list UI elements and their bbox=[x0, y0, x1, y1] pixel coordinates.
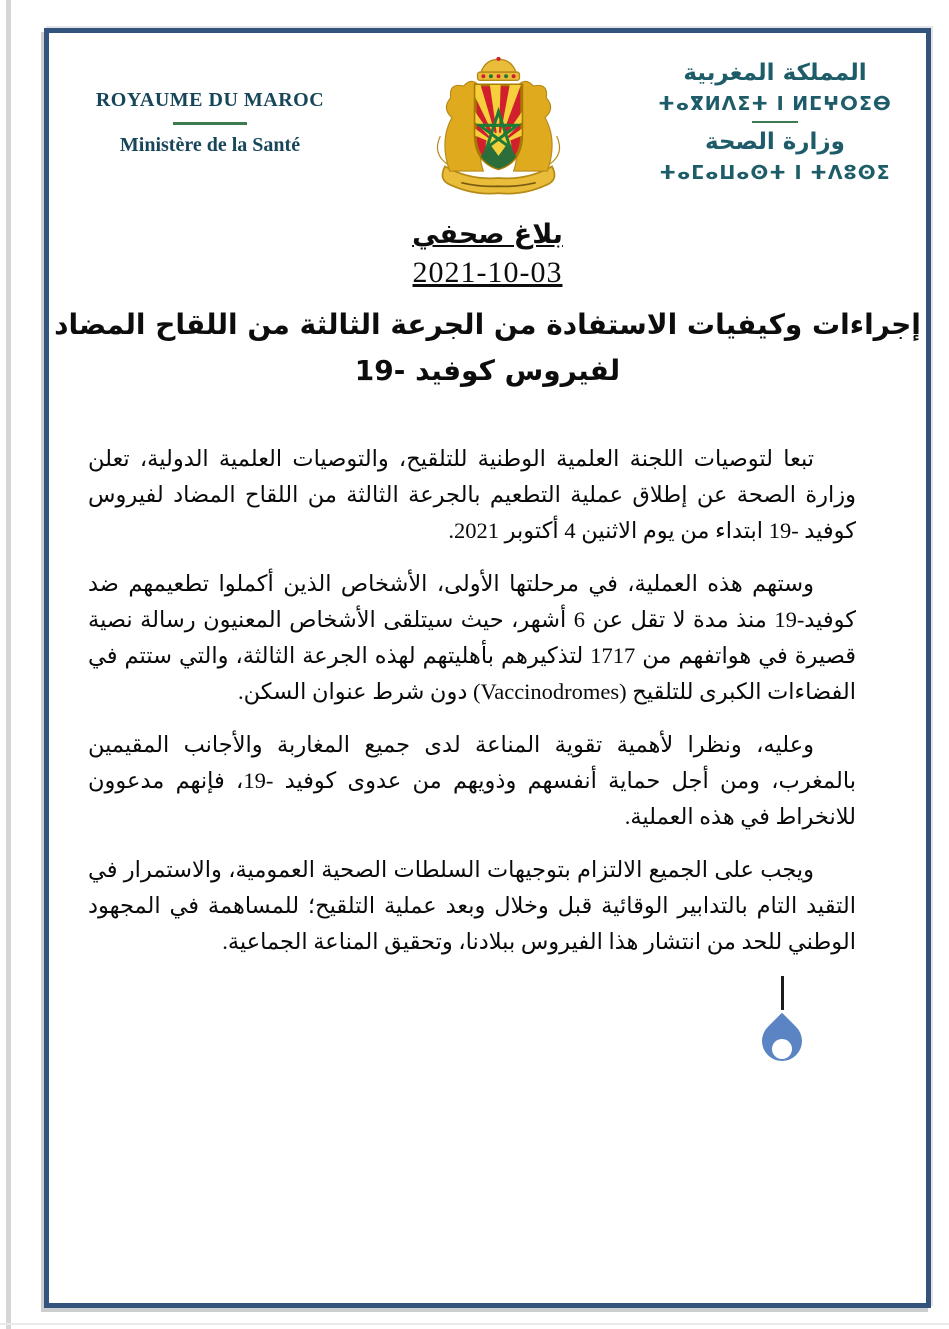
heading-line-1: إجراءات وكيفيات الاستفادة من الجرعة الثالثة من اللقاح المضاد bbox=[54, 308, 921, 341]
kingdom-title-tifinagh: ⵜⴰⴳⵍⴷⵉⵜ ⵏ ⵍⵎⵖⵔⵉⴱ bbox=[658, 93, 892, 115]
title-block bbox=[49, 219, 926, 394]
moroccan-coat-of-arms-icon bbox=[421, 57, 576, 199]
text-cursor[interactable] bbox=[781, 976, 784, 1010]
letterhead-french bbox=[75, 89, 345, 157]
divider-line bbox=[752, 121, 798, 123]
text-selection-handle-icon[interactable] bbox=[754, 1013, 810, 1071]
divider-line bbox=[173, 122, 247, 125]
scan-bottom-artifact bbox=[0, 1323, 949, 1325]
kingdom-title-arabic: المملكة المغربية bbox=[683, 60, 867, 86]
heading-line-2: لفيروس كوفيد -19 bbox=[354, 354, 621, 387]
body-paragraph: وستهم هذه العملية، في مرحلتها الأولى، الأشخاص الذين أكملوا تطعيمهم ضد كوفيد-19 منذ مدة لا تقل عن 6 أشهر، حيث سيتلقى الأشخاص المعنيون رسالة نصية قصيرة في هواتفهم من 1717 لتذكيرهم بأهليتهم لهذه الجرعة الثالثة، والتي ستتم في الفضاءات الكبرى للتلقيح (Vaccinodromes) دون شرط عنوان السكن. bbox=[88, 571, 856, 704]
ministry-title-tifinagh: ⵜⴰⵎⴰⵡⴰⵙⵜ ⵏ ⵜⴷⵓⵙⵉ bbox=[659, 162, 891, 184]
ministry-title-arabic: وزارة الصحة bbox=[705, 129, 845, 155]
scan-edge-artifact bbox=[6, 0, 11, 1329]
press-release-body bbox=[88, 441, 856, 977]
body-paragraph: ويجب على الجميع الالتزام بتوجيهات السلطات الصحية العمومية، والاستمرار في التقيد التام بالتدابير الوقائية قبل وخلال وبعد عملية التلقيح؛ للمساهمة في المجهود الوطني للحد من انتشار هذا الفيروس ببلادنا، وتحقيق المناعة الجماعية. bbox=[88, 857, 856, 954]
main-heading bbox=[49, 302, 926, 394]
kingdom-title-french: ROYAUME DU MAROC bbox=[95, 89, 325, 111]
body-paragraph: وعليه، ونظرا لأهمية تقوية المناعة لدى جميع المغاربة والأجانب المقيمين بالمغرب، ومن أجل حماية أنفسهم وذويهم من عدوى كوفيد -19، فإنهم مدعوون للانخراط في هذه العملية. bbox=[88, 732, 856, 829]
document-page bbox=[44, 28, 931, 1308]
letterhead-arabic bbox=[637, 57, 913, 188]
release-date: 2021-10-03 bbox=[412, 256, 563, 289]
press-release-label: بلاغ صحفي bbox=[412, 219, 563, 250]
ministry-title-french: Ministère de la Santé bbox=[119, 134, 301, 156]
body-paragraph: تبعا لتوصيات اللجنة العلمية الوطنية للتلقيح، والتوصيات العلمية الدولية، تعلن وزارة الصحة عن إطلاق عملية التطعيم بالجرعة الثالثة من اللقاح المضاد لفيروس كوفيد -19 ابتداء من يوم الاثنين 4 أكتوبر 2021. bbox=[88, 446, 856, 543]
